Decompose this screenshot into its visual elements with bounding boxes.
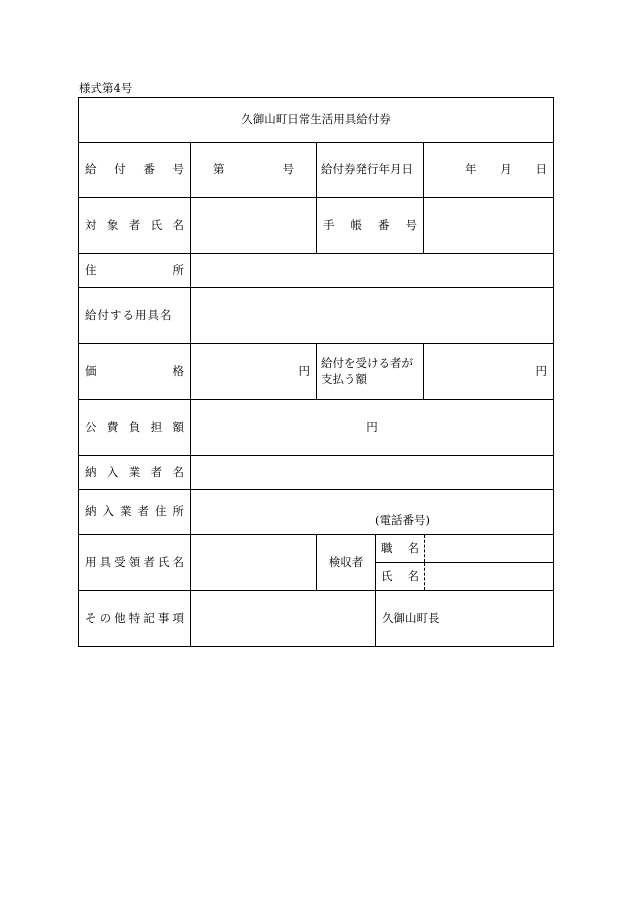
field-jusho[interactable] bbox=[191, 254, 554, 288]
field-taishosha[interactable] bbox=[191, 198, 317, 254]
label-char: 氏 bbox=[381, 568, 393, 583]
label-juryo bbox=[79, 535, 191, 591]
label-char: 入 bbox=[106, 464, 119, 479]
field-techo-bango[interactable] bbox=[424, 198, 554, 254]
label-char: 負 bbox=[128, 419, 141, 434]
label-char: 記 bbox=[143, 610, 155, 625]
label-char: 住 bbox=[85, 262, 97, 277]
label-char: そ bbox=[85, 610, 97, 625]
label-char: 番 bbox=[378, 217, 390, 232]
label-char: 対 bbox=[85, 217, 97, 232]
row-nonyusha-mei bbox=[79, 456, 554, 490]
field-kenshusha-shokumei[interactable] bbox=[376, 535, 554, 563]
label-shimei bbox=[376, 563, 424, 590]
label-char: 者 bbox=[150, 464, 163, 479]
label-char: 氏 bbox=[150, 217, 163, 232]
row-kyufu-bango bbox=[79, 143, 554, 198]
label-char: 号 bbox=[172, 162, 184, 177]
label-char: 年 bbox=[465, 162, 477, 177]
unit-yen: 円 bbox=[535, 363, 547, 378]
label-nonyusha-jusho bbox=[79, 490, 191, 535]
label-char: 他 bbox=[114, 610, 126, 625]
label-jusho bbox=[79, 254, 191, 288]
label-yogu-mei: 給付する用具名 bbox=[79, 288, 191, 344]
label-nonyusha-mei bbox=[79, 456, 191, 490]
label-char: 用 bbox=[85, 554, 97, 569]
label-char: 名 bbox=[407, 540, 419, 555]
unit-yen: 円 bbox=[298, 363, 310, 378]
label-char: 者 bbox=[143, 554, 155, 569]
unit-yen: 円 bbox=[366, 419, 378, 434]
label-kohi-futan bbox=[79, 400, 191, 456]
label-tokki bbox=[79, 591, 191, 647]
label-char: 価 bbox=[85, 363, 97, 378]
label-char: 入 bbox=[102, 504, 114, 519]
label-char: 者 bbox=[128, 217, 141, 232]
label-char: 番 bbox=[143, 162, 155, 177]
label-char: 名 bbox=[172, 554, 184, 569]
label-char: 領 bbox=[128, 554, 141, 569]
field-jiko-futan[interactable] bbox=[424, 344, 554, 400]
label-char: 額 bbox=[172, 419, 184, 434]
suffix-go: 号 bbox=[282, 162, 294, 177]
row-kakaku bbox=[79, 344, 554, 400]
row-taishosha bbox=[79, 198, 554, 254]
label-char: 項 bbox=[172, 610, 184, 625]
row-jusho bbox=[79, 254, 554, 288]
form-title: 久御山町日常生活用具給付券 bbox=[79, 98, 554, 143]
row-tokki bbox=[79, 591, 554, 647]
label-char: 受 bbox=[114, 554, 126, 569]
title-row bbox=[79, 98, 554, 143]
row-yogu-mei bbox=[79, 288, 554, 344]
voucher-form-table bbox=[78, 97, 554, 647]
label-char: 住 bbox=[155, 504, 167, 519]
label-char: 者 bbox=[137, 504, 149, 519]
label-char: 費 bbox=[106, 419, 119, 434]
label-char: 所 bbox=[172, 262, 184, 277]
label-char: 日 bbox=[535, 162, 547, 177]
prefix-dai: 第 bbox=[213, 162, 225, 177]
field-kyufu-bango[interactable] bbox=[191, 143, 317, 198]
value-shokumei[interactable] bbox=[424, 535, 553, 562]
label-char: 納 bbox=[85, 464, 97, 479]
label-char: 納 bbox=[85, 504, 97, 519]
label-char: 給 bbox=[85, 162, 97, 177]
label-char: 手 bbox=[323, 217, 335, 232]
row-nonyusha-jusho bbox=[79, 490, 554, 535]
label-char: 業 bbox=[120, 504, 132, 519]
label-char: 名 bbox=[172, 464, 184, 479]
value-shimei[interactable] bbox=[424, 563, 553, 590]
label-shokumei bbox=[376, 535, 424, 562]
label-char: 名 bbox=[172, 217, 184, 232]
label-char: の bbox=[99, 610, 112, 625]
label-char: 名 bbox=[407, 568, 419, 583]
field-kakaku[interactable] bbox=[191, 344, 317, 400]
label-kakaku bbox=[79, 344, 191, 400]
label-taishosha bbox=[79, 198, 191, 254]
field-kohi-futan[interactable] bbox=[191, 400, 554, 456]
label-char: 担 bbox=[150, 419, 163, 434]
field-nonyusha-jusho[interactable] bbox=[191, 490, 554, 535]
label-char: 特 bbox=[128, 610, 141, 625]
label-char: 事 bbox=[157, 610, 170, 625]
label-char: 所 bbox=[172, 504, 184, 519]
label-hakko-nengappi: 給付券発行年月日 bbox=[317, 143, 424, 198]
label-char: 格 bbox=[172, 363, 184, 378]
label-char: 帳 bbox=[350, 217, 362, 232]
label-kyufu-bango bbox=[79, 143, 191, 198]
field-kenshusha-shimei[interactable] bbox=[376, 563, 554, 591]
label-jiko-futan: 給付を受ける者が 支払う額 bbox=[317, 344, 424, 400]
label-char: 付 bbox=[114, 162, 126, 177]
label-char: 具 bbox=[99, 554, 112, 569]
field-nonyusha-mei[interactable] bbox=[191, 456, 554, 490]
issuer-cell bbox=[376, 591, 554, 647]
label-char: 号 bbox=[405, 217, 417, 232]
field-yogu-mei[interactable] bbox=[191, 288, 554, 344]
row-juryo bbox=[79, 535, 554, 563]
form-number: 様式第4号 bbox=[79, 81, 133, 95]
label-char: 公 bbox=[85, 419, 97, 434]
phone-label: (電話番号) bbox=[375, 513, 430, 527]
row-kohi-futan bbox=[79, 400, 554, 456]
label-techo-bango bbox=[317, 198, 424, 254]
field-hakko-nengappi[interactable] bbox=[424, 143, 554, 198]
field-tokki[interactable] bbox=[191, 591, 376, 647]
label-char: 職 bbox=[381, 540, 393, 555]
field-juryo[interactable] bbox=[191, 535, 317, 591]
label-char: 氏 bbox=[157, 554, 170, 569]
label-char: 象 bbox=[106, 217, 119, 232]
issuer-name: 久御山町長 bbox=[382, 610, 440, 625]
label-char: 月 bbox=[500, 162, 512, 177]
label-kenshusha: 検収者 bbox=[317, 535, 376, 591]
label-char: 業 bbox=[128, 464, 141, 479]
